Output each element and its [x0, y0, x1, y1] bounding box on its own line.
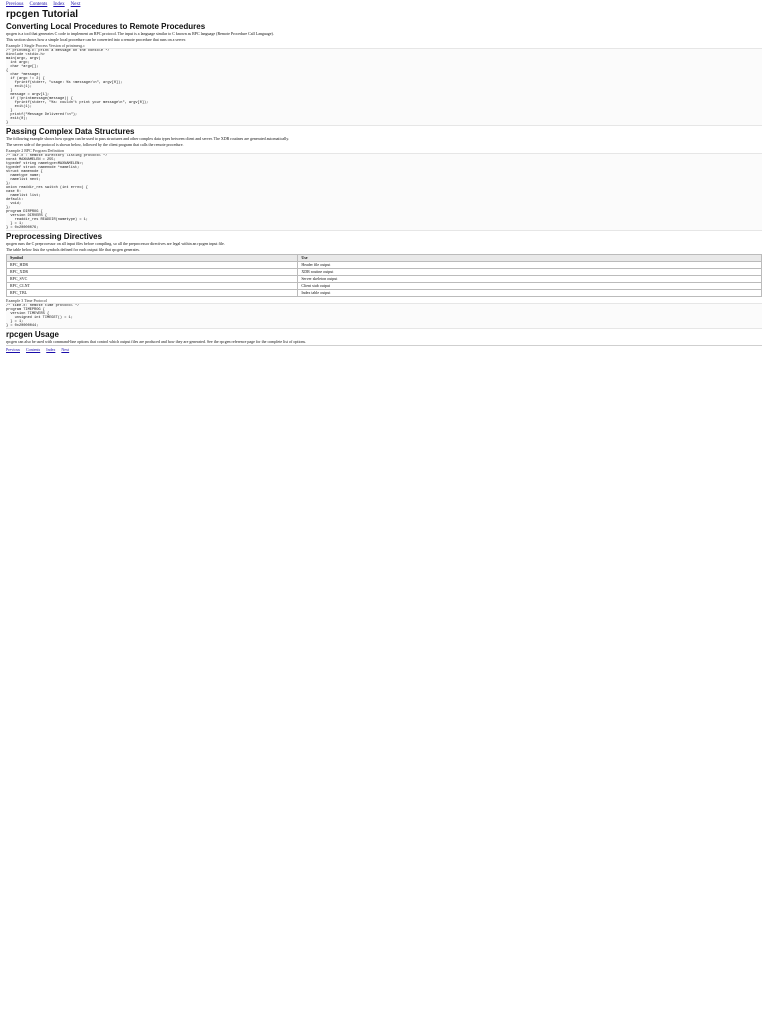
- code-block: /* dir.x : Remote directory listing protocol */ const MAXNAMELEN = 255; typedef string nametype<MAXNAMELEN>; typedef struct namenode *namelist; struct namenode { nametype name; namelist next; }; union readdir_res switch (int errno) { case 0: namelist list; default: void; }; program DIRPROG { version DIRVERS { readdir_res READDIR(nametype) = 1; } = 1; } = 0x20000076;: [6, 153, 762, 231]
- nav-index-link[interactable]: Index: [53, 2, 65, 7]
- table-header-cell: Symbol: [7, 254, 298, 261]
- section-heading: Passing Complex Data Structures: [6, 127, 135, 137]
- footer-index-link[interactable]: Index: [46, 347, 56, 353]
- table-cell: Server skeleton output: [298, 275, 762, 282]
- footer-next-link[interactable]: Next: [61, 347, 70, 353]
- code-block: /* printmsg.c: print a message on the console */ #include <stdio.h> main(argc, argv) int argc; char *argv[]; { char *message; if (argc != 2) { fprintf(stderr, "usage: %s <message>\n", argv[0]); exit(1); } message = argv[1]; if (!printmessage(message)) { fprintf(stderr, "%s: couldn't print your message\n", argv[0]); exit(1); } printf("Message Delivered!\n"); exit(0); }: [6, 48, 762, 126]
- paragraph: rpcgen runs the C preprocessor on all input files before compiling, so all the preprocessor directives are legal within an rpcgen input file.: [6, 241, 225, 247]
- table-cell: RPC_CLNT: [7, 282, 298, 289]
- section-heading: rpcgen Usage: [6, 329, 59, 339]
- table-cell: Client stub output: [298, 282, 762, 289]
- page-title: rpcgen Tutorial: [6, 9, 79, 20]
- table-cell: RPC_TBL: [7, 289, 298, 296]
- example-caption: Example 1 Single Process Version of printmesg.c: [6, 43, 85, 49]
- table-cell: RPC_SVC: [7, 275, 298, 282]
- divider: [6, 345, 762, 346]
- footer-previous-link[interactable]: Previous: [6, 347, 20, 353]
- footer-contents-link[interactable]: Contents: [26, 347, 41, 353]
- nav-previous-link[interactable]: Previous: [6, 2, 24, 7]
- paragraph: This section shows how a simple local procedure can be converted into a remote procedure that runs on a server.: [6, 36, 186, 42]
- top-navigation: [6, 2, 762, 8]
- table-row: [7, 282, 762, 289]
- paragraph: rpcgen is a tool that generates C code to implement an RPC protocol. The input is a language similar to C known as RPC language (Remote Procedure Call Language).: [6, 31, 274, 36]
- table-header-row: [7, 254, 762, 261]
- table-row: [7, 268, 762, 275]
- paragraph: The table below lists the symbols defined for each output file that rpcgen generates.: [6, 246, 140, 252]
- bottom-navigation: [6, 347, 762, 352]
- nav-next-link[interactable]: Next: [70, 2, 81, 7]
- section-heading: Preprocessing Directives: [6, 232, 103, 242]
- table-row: [7, 289, 762, 296]
- nav-contents-link[interactable]: Contents: [29, 2, 48, 7]
- paragraph: The following example shows how rpcgen can be used to pass structures and other complex data types between client and server. The XDR routines are generated automatically.: [6, 136, 290, 142]
- table-cell: XDR routine output: [298, 268, 762, 275]
- table-header-cell: Use: [298, 254, 762, 261]
- paragraph: The server side of the protocol is shown below, followed by the client program that calls the remote procedure.: [6, 141, 184, 147]
- table-cell: Index table output: [298, 289, 762, 296]
- section-heading: Converting Local Procedures to Remote Procedures: [6, 22, 206, 31]
- example-caption: Example 3 Time Protocol: [6, 297, 47, 303]
- table-cell: Header file output: [298, 261, 762, 268]
- table-row: [7, 261, 762, 268]
- example-caption: Example 2 RPC Program Definition: [6, 148, 64, 154]
- code-block: /* time.x: Remote time protocol */ program TIMEPROG { version TIMEVERS { unsigned int TIMEGET() = 1; } = 1; } = 0x20000044;: [6, 303, 762, 329]
- paragraph: rpcgen can also be used with command-line options that control which output files are produced and how they are generated. See the rpcgen reference page for the complete list of options.: [6, 338, 307, 344]
- table-row: [7, 275, 762, 282]
- symbols-table: [6, 254, 762, 297]
- table-cell: RPC_HDR: [7, 261, 298, 268]
- table-cell: RPC_XDR: [7, 268, 298, 275]
